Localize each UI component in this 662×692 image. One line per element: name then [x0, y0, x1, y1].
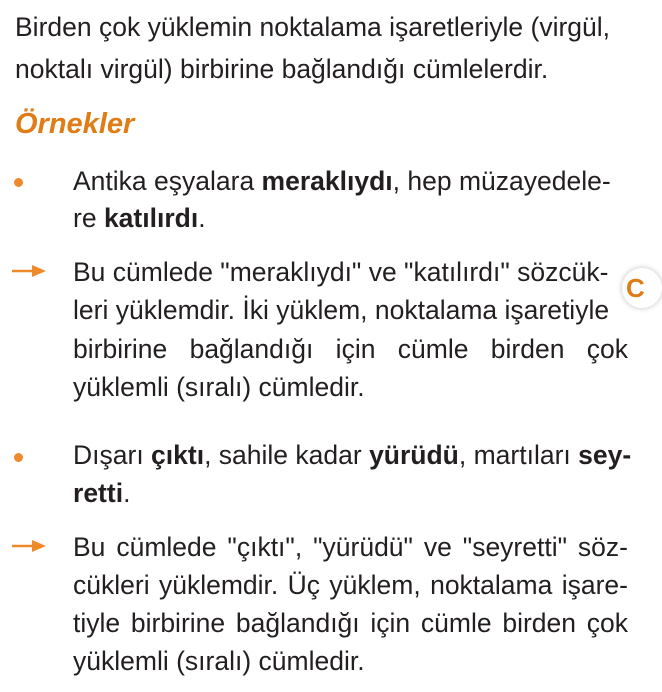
arrow-icon [12, 264, 48, 278]
example-1-text: . [198, 203, 206, 233]
explanation-2-line-3: tiyle birbirine bağlandığı için cümle birden çok [73, 608, 628, 638]
example-2-text: , sahile kadar [204, 440, 370, 470]
example-1-predicate: katılırdı [103, 203, 199, 233]
example-2-predicate: retti [73, 478, 124, 508]
explanation-1-line-1: Bu cümlede "meraklıydı" ve "katılırdı" sözcük- [73, 257, 609, 287]
explanation-1-line-3: birbirine bağlandığı için cümle birden çok [73, 334, 628, 364]
explanation-2-line-4: yüklemli (sıralı) cümledir. [73, 646, 365, 676]
section-heading: Örnekler [15, 108, 135, 140]
example-2-predicate: çıktı [151, 440, 205, 470]
example-1-text: re [73, 203, 104, 233]
example-1-line-1 [73, 166, 611, 198]
explanation-1-line-2: leri yüklemdir. İki yüklem, noktalama işaretiyle [73, 295, 610, 325]
example-2-line-1 [73, 440, 631, 472]
example-1-predicate: meraklıydı [261, 166, 393, 196]
example-2-predicate: sey- [578, 440, 632, 470]
intro-line-2: noktalı virgül) birbirine bağlandığı cümlelerdir. [15, 54, 549, 84]
example-2-text: , martıları [458, 440, 579, 470]
example-2-line-2 [73, 478, 130, 510]
page-edge-marker: C [622, 268, 662, 308]
explanation-1-line-4: yüklemli (sıralı) cümledir. [73, 372, 365, 402]
explanation-2-line-1: Bu cümlede "çıktı", "yürüdü" ve "seyretti" söz- [73, 532, 628, 562]
example-2-text: Dışarı [73, 440, 152, 470]
intro-line-1: Birden çok yüklemin noktalama işaretleriyle (virgül, [15, 12, 611, 42]
explanation-2-line-2: cükleri yüklemdir. Üç yüklem, noktalama işare- [73, 570, 628, 600]
example-1-text: Antika eşyalara [73, 166, 262, 196]
example-1-text: , hep müzayedele- [392, 166, 611, 196]
arrow-icon [12, 539, 48, 553]
bullet-icon [14, 453, 23, 462]
example-2-predicate: yürüdü [369, 440, 459, 470]
bullet-icon [14, 178, 23, 187]
example-1-line-2 [73, 203, 206, 235]
example-2-text: . [123, 478, 131, 508]
